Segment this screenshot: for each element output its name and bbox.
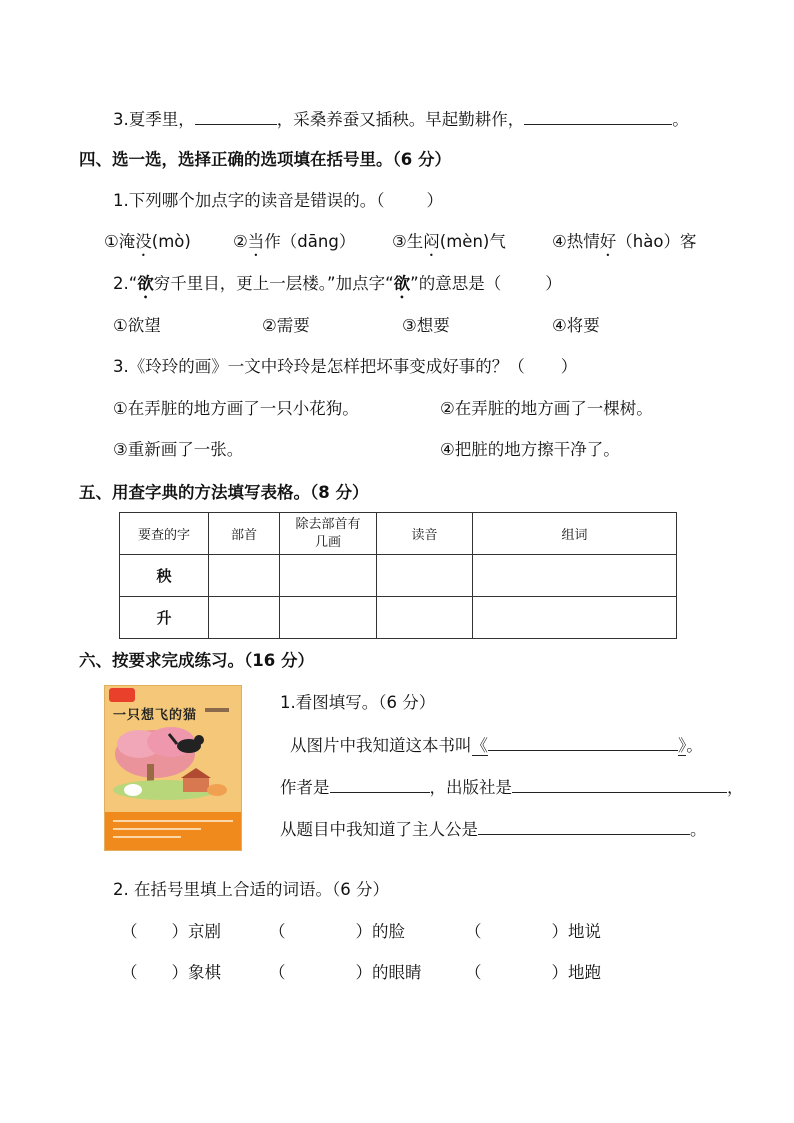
section-4-title: 四、选一选，选择正确的选项填在括号里。（6 分）: [79, 150, 451, 169]
book-title-blank[interactable]: [488, 734, 678, 751]
dotted-char: 欲: [137, 274, 154, 293]
section-6-title: 六、按要求完成练习。（16 分）: [79, 651, 314, 670]
question-text: 1.下列哪个加点字的读音是错误的。（: [113, 191, 385, 210]
cover-bottom-strip: [105, 812, 241, 850]
cell-input[interactable]: [473, 555, 677, 597]
cell-input[interactable]: [377, 555, 473, 597]
cover-illustration-icon: [105, 686, 241, 812]
line-text: 夏季里，: [128, 110, 195, 129]
dictionary-table: [119, 512, 677, 639]
q2-option-2: ②需要: [262, 316, 310, 335]
dotted-char: 好: [599, 232, 617, 251]
fill-item[interactable]: （ ）地跑: [465, 963, 601, 982]
q1-option-4: ④热情好（hào）客: [552, 232, 697, 251]
part-1-title: 1.看图填写。（6 分）: [280, 693, 436, 712]
dotted-char: 当: [247, 232, 265, 251]
fill-item[interactable]: （ ）的眼睛: [269, 963, 422, 982]
header-words: 组词: [473, 513, 677, 555]
header-pronunciation: 读音: [377, 513, 473, 555]
q1-option-1: ①淹没(mò): [104, 232, 191, 251]
answer-blank[interactable]: [195, 108, 277, 125]
header-char: 要查的字: [120, 513, 209, 555]
question-1: [113, 190, 443, 212]
fill-item[interactable]: （ ）象棋: [121, 963, 221, 982]
author-blank[interactable]: [330, 776, 430, 793]
question-2: 2.“欲穷千里目，更上一层楼。”加点字“欲”的意思是（ ）: [113, 274, 562, 293]
dotted-char: 没: [135, 232, 152, 251]
row-char: 秧: [120, 555, 209, 597]
dotted-char: 闷: [423, 232, 440, 251]
q3-option-3: ③重新画了一张。: [113, 440, 244, 459]
section-5-title: 五、用查字典的方法填写表格。（8 分）: [79, 483, 369, 502]
answer-blank[interactable]: [524, 108, 672, 125]
line-text: 。: [672, 110, 689, 129]
cell-input[interactable]: [209, 597, 280, 639]
part-1-line-1: 从图片中我知道这本书叫《 》。: [290, 736, 703, 755]
q2-option-3: ③想要: [402, 316, 450, 335]
q1-option-3: ③生闷(mèn)气: [392, 232, 506, 251]
q3-option-4: ④把脏的地方擦干净了。: [440, 440, 620, 459]
fill-item[interactable]: （ ）的脸: [269, 922, 405, 941]
q1-option-2: ②当作（dāng）: [233, 232, 356, 251]
item-number: 3.: [113, 110, 129, 129]
part-2-title: 2. 在括号里填上合适的词语。（6 分）: [113, 880, 389, 899]
book-cover-title: 一只想飞的猫: [113, 708, 198, 723]
q2-option-4: ④将要: [552, 316, 600, 335]
part-1-line-3: 从题目中我知道了主人公是 。: [280, 820, 707, 839]
cell-input[interactable]: [473, 597, 677, 639]
cell-input[interactable]: [280, 555, 377, 597]
cell-input[interactable]: [377, 597, 473, 639]
q3-option-2: ②在弄脏的地方画了一棵树。: [440, 399, 653, 418]
line-text: ，采桑养蚕又插秧。早起勤耕作，: [276, 110, 525, 129]
question-3: 3.《玲玲的画》一文中玲玲是怎样把坏事变成好事的？（ ）: [113, 357, 578, 376]
q2-option-1: ①欲望: [113, 316, 161, 335]
s3-line-3: [113, 108, 689, 131]
fill-item[interactable]: （ ）京剧: [121, 922, 221, 941]
q3-option-1: ①在弄脏的地方画了一只小花狗。: [113, 399, 359, 418]
close-paren: ）: [426, 191, 443, 210]
fill-item[interactable]: （ ）地说: [465, 922, 601, 941]
row-char: 升: [120, 597, 209, 639]
cell-input[interactable]: [280, 597, 377, 639]
header-radical: 部首: [209, 513, 280, 555]
dotted-char: 欲: [393, 274, 411, 293]
book-cover-image: [104, 685, 242, 851]
part-1-line-2: 作者是 ，出版社是 ，: [280, 778, 744, 797]
publisher-blank[interactable]: [512, 776, 727, 793]
header-strokes: 除去部首有 几画: [280, 513, 377, 555]
cell-input[interactable]: [209, 555, 280, 597]
protagonist-blank[interactable]: [478, 818, 690, 835]
